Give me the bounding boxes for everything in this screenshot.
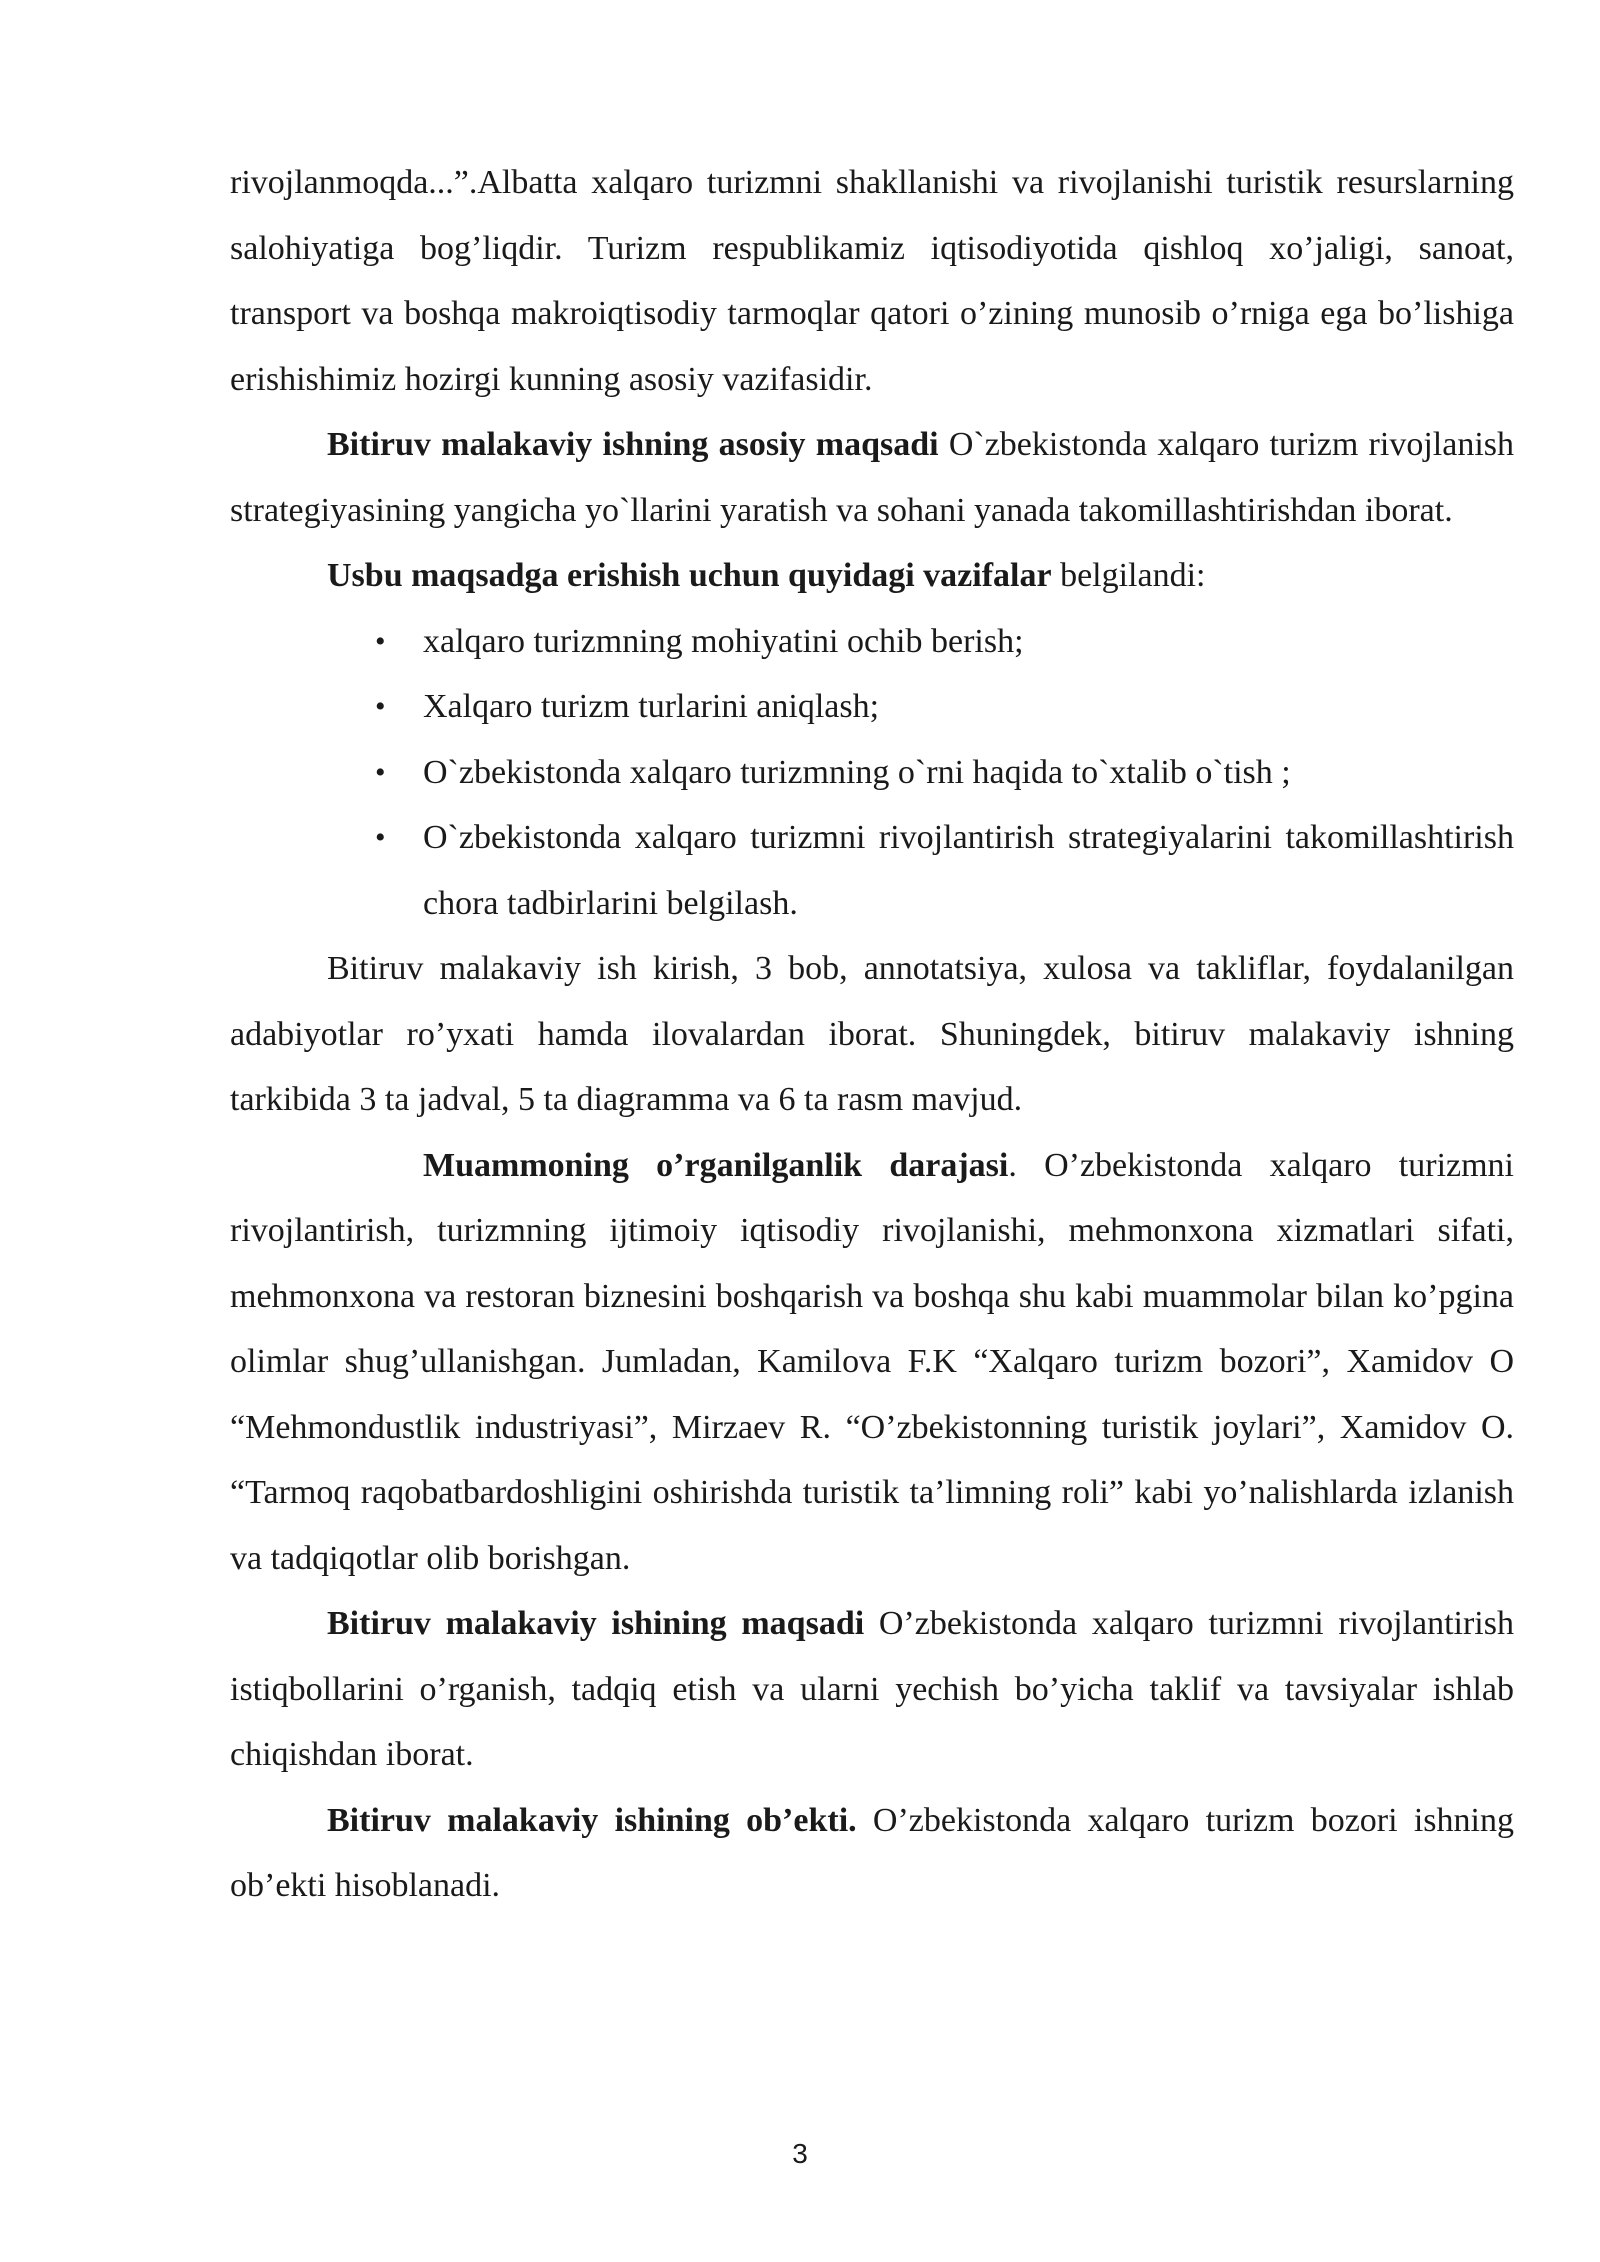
- bullet-icon: •: [375, 624, 386, 658]
- list-item-text: O`zbekistonda xalqaro turizmni rivojlantirish strategiyalarini takomillashtirish chora tadbirlarini belgilash.: [423, 819, 1514, 922]
- work-goal-heading: Bitiruv malakaviy ishining maqsadi: [327, 1605, 865, 1642]
- list-item: [375, 609, 1514, 675]
- paragraph-intro: rivojlanmoqda...”.Albatta xalqaro turizmni shakllanishi va rivojlanishi turistik resurslarning salohiyatiga bog’liqdir. Turizm respublikamiz iqtisodiyotida qishloq xo’jaligi, sanoat, transport va boshqa makroiqtisodiy tarmoqlar qatori o’zining munosib o’rniga ega bo’lishiga erishishimiz hozirgi kunning asosiy vazifasidir.: [230, 164, 1514, 398]
- list-item: [375, 674, 1514, 740]
- work-goal-text: O’zbekistonda xalqaro turizmni rivojlantirish istiqbollarini o’rganish, tadqiq etish va ularni yechish bo’yicha taklif va tavsiyalar ishlab chiqishdan iborat.: [230, 1605, 1514, 1773]
- main-goal-text: O`zbekistonda xalqaro turizm rivojlanish strategiyasining yangicha yo`llarini yaratish va sohani yanada takomillashtirishdan iborat.: [230, 426, 1514, 529]
- bullet-icon: •: [375, 690, 386, 723]
- document-page: [230, 150, 1514, 1919]
- research-level-heading: Muammoning o’rganilganlik darajasi: [423, 1146, 1009, 1184]
- object-text: O’zbekistonda xalqaro turizm bozori ishning ob’ekti hisoblanadi.: [230, 1801, 1514, 1904]
- list-item: [375, 740, 1514, 806]
- bullet-icon: •: [375, 821, 386, 854]
- tasks-intro-text: belgilandi:: [1051, 557, 1206, 594]
- object-heading: Bitiruv malakaviy ishining ob’ekti.: [327, 1801, 857, 1839]
- paragraph-structure: Bitiruv malakaviy ish kirish, 3 bob, annotatsiya, xulosa va takliflar, foydalanilgan adabiyotlar ro’yxati hamda ilovalardan iborat. Shuningdek, bitiruv malakaviy ishning tarkibida 3 ta jadval, 5 ta diagramma va 6 ta rasm mavjud.: [230, 950, 1514, 1118]
- paragraph-research-level: [230, 1133, 1514, 1592]
- task-list: [230, 609, 1514, 937]
- paragraph-object: [230, 1788, 1514, 1919]
- list-item: [375, 805, 1514, 936]
- list-item-text: Xalqaro turizm turlarini aniqlash;: [423, 688, 880, 725]
- list-item-text: xalqaro turizmning mohiyatini ochib berish;: [423, 622, 1024, 660]
- page-number: 3: [792, 2138, 808, 2169]
- paragraph-main-goal: [230, 412, 1514, 543]
- paragraph-work-goal: [230, 1591, 1514, 1788]
- bullet-icon: •: [375, 755, 386, 789]
- main-goal-heading: Bitiruv malakaviy ishning asosiy maqsadi: [327, 426, 939, 463]
- list-item-text: O`zbekistonda xalqaro turizmning o`rni haqida to`xtalib o`tish ;: [423, 753, 1291, 791]
- tasks-heading: Usbu maqsadga erishish uchun quyidagi vazifalar: [327, 557, 1052, 594]
- research-level-text: . O’zbekistonda xalqaro turizmni rivojlantirish, turizmning ijtimoiy iqtisodiy rivojlanishi, mehmonxona xizmatlari sifati, mehmonxona va restoran biznesini boshqarish va boshqa shu kabi muammolar bilan ko’pgina olimlar shug’ullanishgan. Jumladan, Kamilova F.K “Xalqaro turizm bozori”, Xamidov O “Mehmondustlik industriyasi”, Mirzaev R. “O’zbekistonning turistik joylari”, Xamidov O. “Tarmoq raqobatbardoshligini oshirishda turistik ta’limning roli” kabi yo’nalishlarda izlanish va tadqiqotlar olib borishgan.: [230, 1146, 1515, 1577]
- paragraph-tasks-intro: [230, 543, 1514, 609]
